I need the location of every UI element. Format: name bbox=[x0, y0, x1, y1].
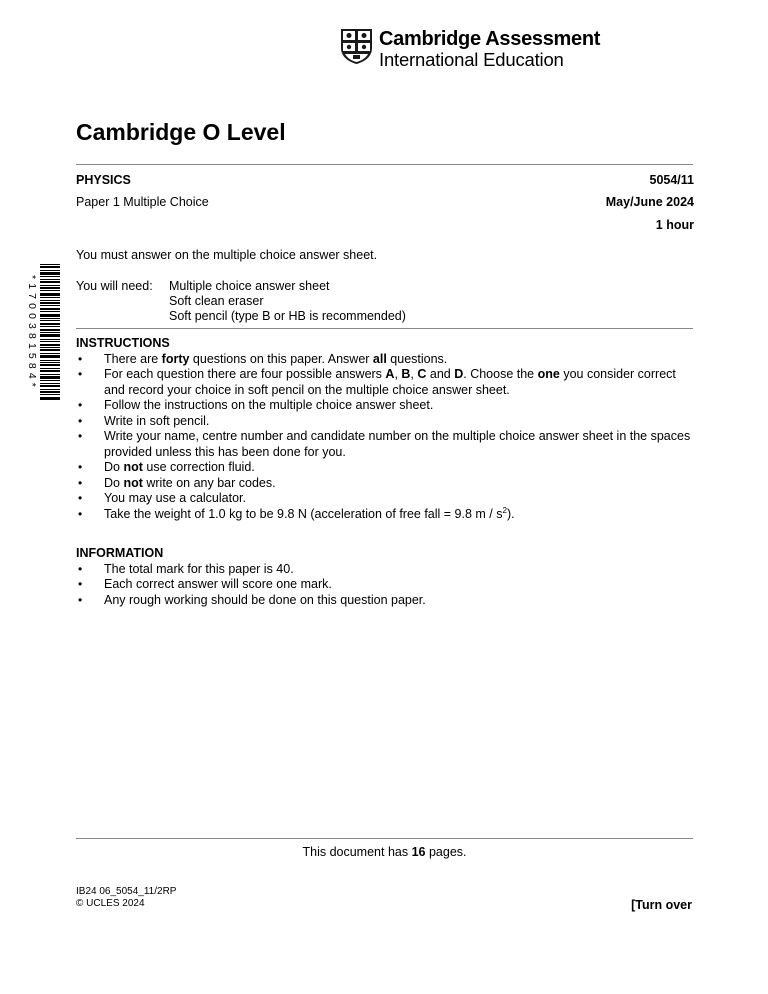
instructions-section bbox=[76, 336, 698, 522]
instruction-text: write on any bar codes. bbox=[142, 475, 276, 490]
barcode-bar bbox=[40, 385, 60, 387]
barcode-bar bbox=[40, 364, 60, 366]
information-text: Any rough working should be done on this question paper. bbox=[104, 592, 426, 607]
barcode-bar bbox=[40, 360, 60, 361]
barcode-bar bbox=[40, 308, 60, 310]
barcode-bar bbox=[40, 353, 60, 354]
barcode-bar bbox=[40, 276, 60, 277]
instruction-text: ). bbox=[506, 506, 515, 521]
barcode-bar bbox=[40, 320, 60, 321]
document-reference: IB24 06_5054_11/2RP bbox=[76, 886, 177, 897]
paper-code: 5054/11 bbox=[649, 173, 694, 187]
footer-divider bbox=[76, 838, 693, 839]
page-count: 16 bbox=[411, 845, 426, 859]
instruction-text: questions. bbox=[386, 351, 448, 366]
barcode-bar bbox=[40, 368, 60, 369]
barcode-bar bbox=[40, 329, 60, 331]
equipment-item: Soft clean eraser bbox=[169, 294, 264, 308]
barcode-bar bbox=[40, 332, 60, 333]
barcode-bar bbox=[40, 264, 60, 265]
instruction-text: you consider correct and record your choice in soft pencil on the multiple choice answer sheet. bbox=[104, 367, 676, 397]
instruction-item bbox=[76, 507, 698, 523]
exam-session: May/June 2024 bbox=[605, 195, 694, 209]
barcode-bar bbox=[40, 370, 60, 372]
bullet-icon: • bbox=[78, 367, 83, 382]
bullet-icon: • bbox=[78, 351, 83, 366]
instruction-text: use correction fluid. bbox=[142, 460, 255, 475]
page-title: Cambridge O Level bbox=[76, 119, 286, 145]
instruction-text: Follow the instructions on the multiple choice answer sheet. bbox=[104, 398, 434, 413]
header-divider bbox=[76, 164, 693, 165]
instruction-text: one bbox=[537, 367, 560, 382]
instruction-text: Write in soft pencil. bbox=[104, 413, 210, 428]
barcode-bar bbox=[40, 344, 60, 346]
instruction-text: forty bbox=[161, 351, 190, 366]
instruction-item bbox=[76, 429, 698, 460]
bullet-icon: • bbox=[78, 413, 83, 428]
barcode-bar bbox=[40, 290, 60, 291]
equipment-item: Soft pencil (type B or HB is recommended) bbox=[169, 309, 406, 323]
page-count-prefix: This document has bbox=[302, 845, 412, 859]
instruction-item bbox=[76, 476, 698, 492]
barcode-bar bbox=[40, 311, 60, 312]
instruction-item bbox=[76, 367, 698, 398]
instruction-item bbox=[76, 352, 698, 368]
answer-instruction: You must answer on the multiple choice answer sheet. bbox=[76, 248, 378, 262]
barcode-bar bbox=[40, 389, 60, 390]
instruction-text: . Choose the bbox=[463, 367, 538, 382]
bullet-icon: • bbox=[78, 429, 83, 444]
barcode-bar bbox=[40, 287, 60, 289]
bullet-icon: • bbox=[78, 561, 83, 576]
information-item bbox=[76, 562, 698, 578]
logo-line-2: International Education bbox=[379, 49, 564, 70]
bullet-icon: • bbox=[78, 577, 83, 592]
barcode bbox=[26, 262, 62, 400]
instruction-text: There are bbox=[104, 351, 162, 366]
instruction-text: A bbox=[385, 367, 395, 382]
barcode-bar bbox=[40, 349, 60, 351]
barcode-bar bbox=[40, 341, 60, 342]
barcode-bar bbox=[40, 285, 60, 286]
page-count-suffix: pages. bbox=[425, 845, 467, 859]
barcode-bar bbox=[40, 266, 60, 268]
instructions-divider bbox=[76, 328, 693, 329]
instruction-text: Write your name, centre number and candidate number on the multiple choice answer sheet in the spaces provided unless this has been done for you. bbox=[104, 429, 691, 459]
bullet-icon: • bbox=[78, 398, 83, 413]
instruction-text: , bbox=[410, 367, 418, 382]
instructions-list bbox=[76, 352, 698, 523]
equipment-list bbox=[76, 279, 406, 324]
bullet-icon: • bbox=[78, 460, 83, 475]
barcode-bar bbox=[40, 376, 60, 379]
copyright: © UCLES 2024 bbox=[76, 898, 145, 909]
footer-meta bbox=[76, 886, 176, 910]
bullet-icon: • bbox=[78, 491, 83, 506]
barcode-bar bbox=[40, 347, 60, 348]
instruction-text: B bbox=[401, 367, 411, 382]
instruction-text: all bbox=[372, 351, 387, 366]
barcode-bar bbox=[40, 355, 60, 358]
barcode-bar bbox=[40, 293, 60, 296]
instruction-text: C bbox=[417, 367, 427, 382]
instruction-text: not bbox=[123, 475, 143, 490]
instruction-text: , bbox=[394, 367, 402, 382]
instruction-item bbox=[76, 491, 698, 507]
instruction-text: You may use a calculator. bbox=[104, 491, 246, 506]
barcode-bar bbox=[40, 326, 60, 327]
instruction-item bbox=[76, 398, 698, 414]
instruction-text: not bbox=[123, 460, 143, 475]
barcode-bar bbox=[40, 383, 60, 384]
barcode-bar bbox=[40, 334, 60, 337]
instruction-text: D bbox=[454, 367, 464, 382]
information-text: Each correct answer will score one mark. bbox=[104, 577, 332, 592]
barcode-bar bbox=[40, 391, 60, 393]
barcode-bar bbox=[40, 394, 60, 395]
barcode-bar bbox=[40, 318, 60, 319]
instruction-text: 2 bbox=[502, 505, 507, 515]
bullet-icon: • bbox=[78, 506, 83, 521]
barcode-bar bbox=[40, 305, 60, 306]
equipment-item: Multiple choice answer sheet bbox=[169, 279, 330, 293]
barcode-bar bbox=[40, 323, 60, 325]
turn-over: [Turn over bbox=[631, 898, 692, 912]
information-item bbox=[76, 593, 698, 609]
information-heading: INFORMATION bbox=[76, 546, 164, 560]
cambridge-shield-icon bbox=[340, 28, 373, 65]
barcode-bar bbox=[40, 300, 60, 301]
exam-duration: 1 hour bbox=[655, 218, 694, 232]
barcode-text: * 1 7 0 0 3 8 1 5 8 4 * bbox=[26, 274, 38, 388]
instruction-text: and bbox=[426, 367, 455, 382]
instructions-heading: INSTRUCTIONS bbox=[76, 336, 170, 350]
barcode-bar bbox=[40, 302, 60, 304]
barcode-bar bbox=[40, 397, 60, 400]
barcode-bar bbox=[40, 362, 60, 363]
barcode-bar bbox=[40, 374, 60, 375]
paper-name: Paper 1 Multiple Choice bbox=[76, 195, 209, 209]
instruction-item bbox=[76, 460, 698, 476]
instruction-item bbox=[76, 414, 698, 430]
instruction-text: Do bbox=[104, 475, 124, 490]
subject: PHYSICS bbox=[76, 173, 131, 187]
page-count-note bbox=[76, 845, 693, 861]
barcode-bar bbox=[40, 272, 60, 275]
information-section bbox=[76, 546, 698, 608]
bullet-icon: • bbox=[78, 592, 83, 607]
information-item bbox=[76, 577, 698, 593]
bullet-icon: • bbox=[78, 475, 83, 490]
information-list bbox=[76, 562, 698, 609]
barcode-bar bbox=[40, 270, 60, 271]
instruction-text: Do bbox=[104, 460, 124, 475]
barcode-bar bbox=[40, 380, 60, 381]
barcode-bar bbox=[40, 297, 60, 298]
barcode-bar bbox=[40, 314, 60, 317]
logo-line-1: Cambridge Assessment bbox=[379, 28, 601, 50]
instruction-text: For each question there are four possible answers bbox=[104, 367, 386, 382]
instruction-text: questions on this paper. Answer bbox=[189, 351, 373, 366]
barcode-bar bbox=[40, 281, 60, 283]
cambridge-logo bbox=[340, 28, 600, 70]
barcode-bar bbox=[40, 339, 60, 340]
instruction-text: Take the weight of 1.0 kg to be 9.8 N (acceleration of free fall = 9.8 m / s bbox=[104, 506, 503, 521]
barcode-bar bbox=[40, 279, 60, 280]
information-text: The total mark for this paper is 40. bbox=[104, 561, 294, 576]
equipment-label: You will need: bbox=[76, 279, 153, 293]
